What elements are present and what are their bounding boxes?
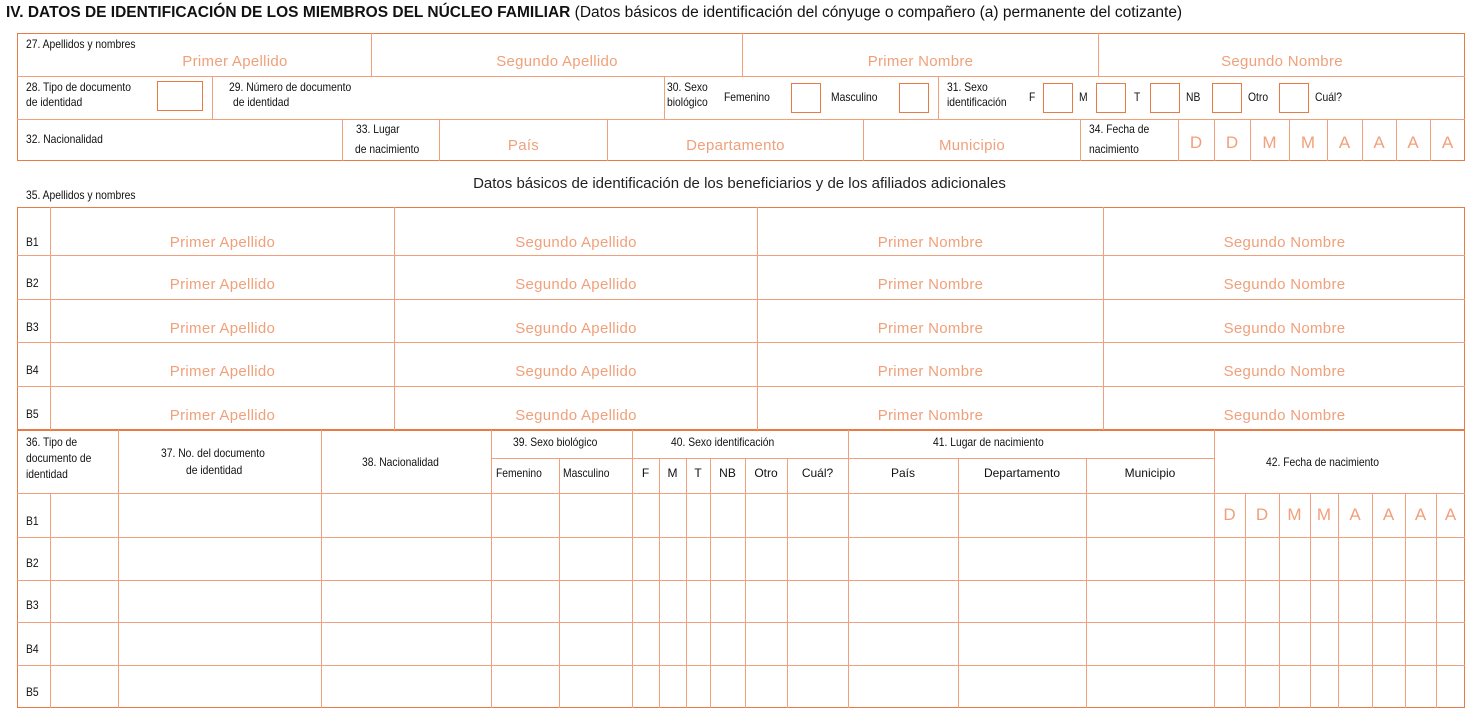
spouse-department-input[interactable]: Departamento [686,137,785,154]
name-row-b4-label: B4 [26,363,39,377]
masculino-box[interactable] [899,83,929,113]
field-28-label-1: 28. Tipo de documento [26,80,132,94]
detail-row-b2-label: B2 [26,556,39,570]
b4-first-surname-input[interactable]: Primer Apellido [169,363,276,380]
section-title-rest: (Datos básicos de identificación del cónyuge o compañero (a) permanente del cotizante) [570,4,1183,21]
b1-date-m1[interactable]: M [1287,505,1302,524]
detail-row-b5-label: B5 [26,685,39,699]
spouse-first-surname-input[interactable]: Primer Apellido [182,53,288,70]
col-t: T [694,466,702,480]
name-row-b3-label: B3 [26,320,39,334]
spouse-date-m2[interactable]: M [1300,133,1316,152]
b5-first-name-input[interactable]: Primer Nombre [877,407,984,424]
field-27-label: 27. Apellidos y nombres [26,37,136,51]
col-m: M [667,466,678,480]
col-nb: NB [719,466,736,480]
spouse-first-name-input[interactable]: Primer Nombre [867,53,974,70]
opt-nb-box[interactable] [1212,83,1242,113]
b5-second-name-input[interactable]: Segundo Nombre [1223,407,1346,424]
field-29-label-2: de identidad [233,95,290,109]
b2-first-name-input[interactable]: Primer Nombre [877,276,984,293]
spouse-date-d1[interactable]: D [1189,133,1203,152]
field-42-label: 42. Fecha de nacimiento [1266,455,1380,469]
b3-first-surname-input[interactable]: Primer Apellido [169,320,276,337]
beneficiaries-subtitle: Datos básicos de identificación de los beneficiarios y de los afiliados adicionales [473,175,1006,192]
spouse-date-m1[interactable]: M [1262,133,1277,152]
b5-second-surname-input[interactable]: Segundo Apellido [515,407,637,424]
b1-date-a1[interactable]: A [1349,505,1361,524]
b4-second-surname-input[interactable]: Segundo Apellido [515,363,637,380]
b3-second-surname-input[interactable]: Segundo Apellido [515,320,637,337]
spouse-date-a4[interactable]: A [1441,133,1454,152]
col-otro: Otro [754,466,778,480]
b4-second-name-input[interactable]: Segundo Nombre [1223,363,1346,380]
col-f: F [641,466,650,480]
b1-date-a2[interactable]: A [1382,505,1395,524]
spouse-date-a2[interactable]: A [1373,133,1385,152]
detail-row-b4-label: B4 [26,642,39,656]
b2-second-surname-input[interactable]: Segundo Apellido [515,276,637,293]
b4-first-name-input[interactable]: Primer Nombre [877,363,984,380]
spouse-country-input[interactable]: País [507,137,540,154]
spouse-second-surname-input[interactable]: Segundo Apellido [496,53,618,70]
col-masculino: Masculino [563,466,610,480]
opt-nb-label: NB [1186,90,1201,104]
col-municipio: Municipio [1124,466,1176,480]
name-row-b5-label: B5 [26,407,39,421]
field-30-label-2: biológico [667,95,708,109]
field-39-label: 39. Sexo biológico [513,435,598,449]
section-title [6,4,1182,22]
opt-otro-box[interactable] [1279,83,1309,113]
field-30-label-1: 30. Sexo [667,80,708,94]
detail-row-b1-label: B1 [26,514,39,528]
field-33-label-1: 33. Lugar [356,122,400,136]
field-34-label-2: nacimiento [1089,142,1139,156]
detail-row-b3-label: B3 [26,598,39,612]
femenino-label: Femenino [724,90,770,104]
col-pais: País [890,466,915,480]
field-38-label: 38. Nacionalidad [362,455,439,469]
b5-first-surname-input[interactable]: Primer Apellido [169,407,276,424]
b1-first-surname-input[interactable]: Primer Apellido [169,234,276,251]
doc-type-box[interactable] [157,81,203,111]
field-31-label-2: identificación [947,95,1007,109]
field-37-label-2: de identidad [186,463,243,477]
field-34-label-1: 34. Fecha de [1089,122,1150,136]
opt-m-label: M [1079,90,1088,104]
spouse-municipality-input[interactable]: Municipio [938,137,1006,154]
b3-second-name-input[interactable]: Segundo Nombre [1223,320,1346,337]
b1-date-a4[interactable]: A [1444,505,1457,524]
b1-second-name-input[interactable]: Segundo Nombre [1223,234,1346,251]
opt-t-label: T [1134,90,1141,104]
name-row-b1-label: B1 [26,235,39,249]
masculino-label: Masculino [831,90,878,104]
b1-date-a3[interactable]: A [1414,505,1427,524]
field-29-label-1: 29. Número de documento [229,80,352,94]
b1-date-d1[interactable]: D [1223,505,1236,524]
b1-second-surname-input[interactable]: Segundo Apellido [515,234,637,251]
field-31-label-1: 31. Sexo [947,80,988,94]
opt-otro-label: Otro [1248,90,1269,104]
spouse-date-d2[interactable]: D [1225,133,1239,152]
field-28-label-2: de identidad [26,95,83,109]
opt-m-box[interactable] [1096,83,1126,113]
spouse-second-name-input[interactable]: Segundo Nombre [1221,53,1343,70]
field-36-label-3: identidad [26,467,68,481]
opt-t-box[interactable] [1150,83,1180,113]
opt-cual-label: Cuál? [1315,90,1342,104]
field-32-label: 32. Nacionalidad [26,132,103,146]
b1-first-name-input[interactable]: Primer Nombre [877,234,984,251]
field-40-label: 40. Sexo identificación [671,435,775,449]
b3-first-name-input[interactable]: Primer Nombre [877,320,984,337]
opt-f-box[interactable] [1043,83,1073,113]
opt-f-label: F [1029,90,1036,104]
name-row-b2-label: B2 [26,276,39,290]
field-35-label: 35. Apellidos y nombres [26,188,136,202]
b1-date-d2[interactable]: D [1255,505,1269,524]
col-femenino: Femenino [496,466,542,480]
col-cual: Cuál? [801,466,834,480]
b1-date-m2[interactable]: M [1316,505,1332,524]
b2-second-name-input[interactable]: Segundo Nombre [1223,276,1346,293]
field-36-label-1: 36. Tipo de [26,435,78,449]
field-36-label-2: documento de [26,451,92,465]
col-departamento: Departamento [983,466,1061,480]
femenino-box[interactable] [791,83,821,113]
field-37-label-1: 37. No. del documento [161,446,265,460]
spouse-date-a1[interactable]: A [1338,133,1351,152]
section-title-bold: IV. DATOS DE IDENTIFICACIÓN DE LOS MIEMBROS DEL NÚCLEO FAMILIAR [6,4,571,21]
b2-first-surname-input[interactable]: Primer Apellido [169,276,276,293]
spouse-date-a3[interactable]: A [1407,133,1419,152]
field-41-label: 41. Lugar de nacimiento [933,435,1044,449]
field-33-label-2: de nacimiento [355,142,420,156]
